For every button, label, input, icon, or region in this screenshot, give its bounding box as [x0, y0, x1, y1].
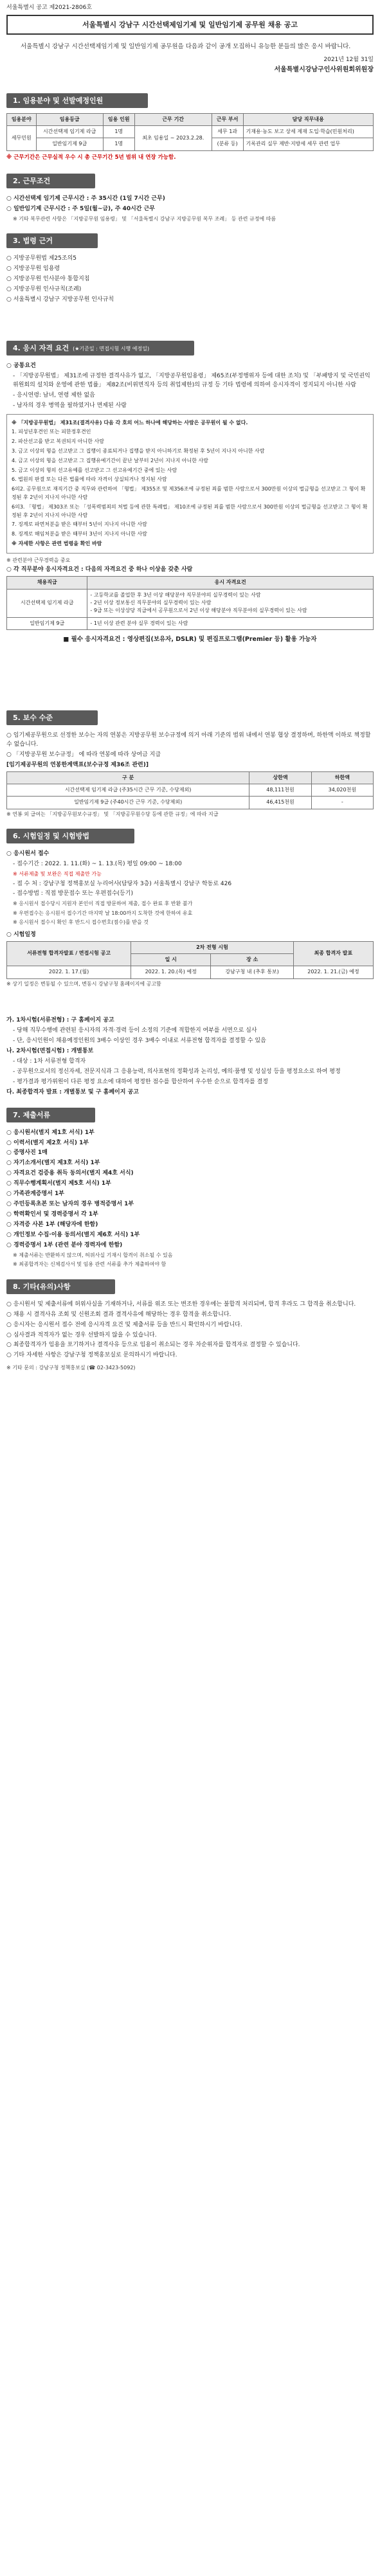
notice-item: ○ 채용 시 결격사유 조회 및 신원조회 결과 결격사유에 해당하는 경우 합격을 취소합니다.: [6, 1311, 231, 1318]
table-header: 근무 부서: [212, 113, 243, 125]
contact-info: ※ 기타 문의 : 강남구청 정책홍보실 (☎ 02-3423-5092): [6, 1365, 136, 1371]
schedule-note: ※ 상기 일정은 변동될 수 있으며, 변동시 강남구청 홈페이지에 공고함: [6, 980, 161, 987]
notice-item: ○ 응시자는 응시원서 접수 전에 응시자격 요건 및 제출서류 등을 반드시 확인하시기 바랍니다.: [6, 1321, 242, 1328]
exam-step-detail: - 단, 응시인원이 채용예정인원의 3배수 이상인 경우 3배수 이내로 서류전형 합격자를 결정할 수 있음: [13, 1037, 266, 1044]
table-header: 임용 인원: [103, 113, 134, 125]
announcement-number: 서울특별시 공고 제2021-2806호: [6, 5, 93, 11]
document-note: ※ 최종합격자는 신체검사서 및 임용 관련 서류를 추가 제출하여야 함: [13, 1261, 167, 1268]
box-footer: ※ 자세한 사항은 관련 법령을 확인 바람: [12, 541, 102, 547]
application-subnote: ※ 응시원서 접수당시 지원자 본인이 직접 방문하여 제출, 접수 완료 후 반환 불가: [13, 901, 193, 907]
section-note: (★기준일 : 면접시험 시행 예정일): [73, 345, 150, 352]
schedule-title: ○ 시험일정: [6, 931, 36, 938]
table-cell: 2022. 1. 21.(금) 예정: [293, 966, 373, 978]
table-header: 하한액: [311, 771, 373, 784]
notice-item: ○ 최종합격자가 임용을 포기하거나 결격사유 등으로 임용이 취소되는 경우 차순위자를 합격자로 결정할 수 있습니다.: [6, 1342, 300, 1349]
document-item: ○ 경력증명서 1부 (관련 분야 경력자에 한함): [6, 1241, 123, 1248]
table-cell: 일반임기제 9급: [7, 617, 87, 629]
document-item: ○ 자격요건 검증용 취득 동의서(별지 제4호 서식): [6, 1170, 134, 1177]
table-header: 최종 합격자 발표: [293, 941, 373, 966]
section-heading-6: 6. 시험일정 및 시험방법: [6, 829, 134, 843]
table-header: 일 시: [131, 953, 211, 966]
document-item: ○ 이력서(별지 제2호 서식) 1부: [6, 1139, 89, 1146]
application-subnote: ※ 우편접수는 응시원서 접수기간 마지막 날 18:00까지 도착한 것에 한하여 유효: [13, 910, 193, 916]
exam-step-detail: - 대상 : 1차 서류전형 합격자: [13, 1058, 86, 1065]
table-cell: 46,415천원: [249, 797, 311, 809]
table-cell: 기록관리 실무 제반·지방세 세무 관련 업무: [243, 138, 374, 150]
table-cell: 34,020천원: [311, 784, 373, 797]
work-hours-full-time: ○ 일반임기제 근무시간 : 주 5일(월~금), 주 40시간 근무: [6, 205, 155, 212]
notice-item: ○ 응시원서 및 제출서류에 허위사실을 기재하거나, 서류를 위조 또는 변조한 경우에는 불합격 처리되며, 합격 후라도 그 합격을 취소합니다.: [6, 1301, 356, 1308]
table-cell: 강남구청 내 (추후 통보): [211, 966, 293, 978]
box-item: 7. 징계로 파면처분을 받은 때부터 5년이 지나지 아니한 사람: [12, 521, 147, 528]
exam-step: 다. 최종합격자 발표 : 개별통보 및 구 홈페이지 공고: [6, 1088, 139, 1095]
table-header: 임용분야: [7, 113, 37, 125]
table-cell: 시간선택제 임기제 라급: [7, 589, 87, 617]
exam-step-detail: - 공무원으로서의 정신자세, 전문지식과 그 응용능력, 의사표현의 정확성과 논리성, 예의·품행 및 성실성 등을 평정요소로 하여 평정: [13, 1068, 341, 1075]
application-note: ※ 서류제출 및 보완은 직접 제출만 가능: [13, 871, 102, 878]
schedule-table: [6, 941, 374, 979]
common-requirements-title: ○ 공통요건: [6, 363, 36, 369]
table-cell: 세무민원: [7, 125, 37, 150]
table-header: 구 분: [7, 771, 249, 784]
table-cell: (분류 등): [212, 138, 243, 150]
document-note: ※ 제출서류는 반환하지 않으며, 허위사실 기재시 합격이 취소될 수 있음: [13, 1252, 173, 1258]
table-row: [7, 784, 374, 797]
notice-item: ○ 기타 자세한 사항은 강남구청 정책홍보실로 문의하시기 바랍니다.: [6, 1352, 177, 1359]
table-cell: 2022. 1. 20.(목) 예정: [131, 966, 211, 978]
box-item: 8. 징계로 해임처분을 받은 때부터 3년이 지나지 아니한 사람: [12, 531, 147, 537]
law-item: ○ 지방공무원 인사규칙(조례): [6, 286, 82, 293]
requirement-item: - 「지방공무원법」 제31조에 규정한 결격사유가 없고, 「지방공무원임용령」 제65조(부정행위자 등에 대한 조치) 및 「부패방지 및 국민권익위원회의 설치와 운영에 관한 법률」 제82조(비위면직자 등의 취업제한)의 규정 등 기타 법령에 의하여 응시자격이 정지되지 아니한 사람: [13, 372, 370, 388]
document-item: ○ 직무수행계획서(별지 제5호 서식) 1부: [6, 1180, 111, 1187]
work-conditions-note: ※ 기타 복무관련 사항은 「지방공무원 임용령」 및 「서울특별시 강남구 지방공무원 복무 조례」 등 관련 규정에 따름: [13, 215, 276, 222]
table-cell: 일반임기제 9급 (주40시간 근무 기준, 수당제외): [7, 797, 249, 809]
section-heading-3: 3. 법령 근거: [6, 233, 98, 248]
document-item: ○ 주민등록초본 또는 남자의 경우 병적증명서 1부: [6, 1201, 134, 1208]
exam-step-detail: - 당해 직무수행에 관련된 응시자의 자격·경력 등이 소정의 기준에 적합한지 여부를 서면으로 심사: [13, 1027, 257, 1034]
application-subnote: ※ 응시원서 접수시 확인 후 반드시 접수번호(점수)를 받을 것: [13, 919, 149, 926]
salary-table: [6, 771, 374, 809]
table-cell: - 고등학교를 졸업한 후 3년 이상 해당분야 직무분야의 실무경력이 있는 사람 - 2년 이상 정보통신 직무분야의 실무경력이 있는 사람 - 9급 또는 이상상당 직급에서 공무원으로서 2년 이상 해당분야 직무분야의 실무경력이 있는 사람: [87, 589, 374, 617]
work-hours-part-time: ○ 시간선택제 임기제 근무시간 : 주 35시간 (1일 7시간 근무): [6, 195, 165, 202]
table-cell: 48,111천원: [249, 784, 311, 797]
document-item: ○ 자기소개서(별지 제3호 서식) 1부: [6, 1160, 100, 1167]
application-title: ○ 응시원서 접수: [6, 851, 50, 858]
table-cell: 1명: [103, 125, 134, 138]
disqualification-box: [6, 414, 374, 554]
exam-step: 가. 1차시험(서류전형) : 구 홈페이지 공고: [6, 1017, 114, 1024]
table-row: [7, 797, 374, 809]
box-item: 3. 금고 이상의 형을 선고받고 그 집행이 종료되거나 집행을 받지 아니하기로 확정된 후 5년이 지나지 아니한 사람: [12, 448, 265, 455]
document-item: ○ 자격증 사본 1부 (해당자에 한함): [6, 1221, 98, 1229]
section-heading-8: 8. 기타(유의)사항: [6, 1279, 115, 1294]
requirement-item: - 남자의 경우 병역을 필하였거나 면제된 사람: [13, 402, 127, 409]
application-method: - 접수방법 : 직접 방문접수 또는 우편접수(등기): [13, 890, 133, 897]
table-header: 담당 직무내용: [243, 113, 374, 125]
positions-table: [6, 113, 374, 151]
table-cell: - 1년 이상 관련 분야 실무 경력이 있는 사람: [87, 617, 374, 629]
box-title: ※ 「지방공무원법」 제31조(결격사유) 다음 각 호의 어느 하나에 해당하는 사람은 공무원이 될 수 없다.: [12, 419, 248, 426]
preferred-qualification: ■ 필수 응시자격요건 : 영상편집(보유자, DSLR) 및 편집프로그램(Premier 등) 활용 가능자: [63, 636, 317, 644]
section-heading-1: 1. 임용분야 및 선발예정인원: [6, 93, 148, 108]
career-note: ※ 관련분야 근무경력을 중요: [6, 557, 71, 563]
exam-step: 나. 2차시험(면접시험) : 개별통보: [6, 1047, 94, 1054]
section-heading-2: 2. 근무조건: [6, 174, 95, 188]
section-title: 4. 응시 자격 요건: [13, 343, 69, 352]
table-header: 서류전형 합격자발표 / 면접시험 공고: [7, 941, 131, 966]
box-item: 5. 금고 이상의 형의 선고유예를 선고받고 그 선고유예기간 중에 있는 사람: [12, 467, 177, 473]
table-cell: 기재용·농도 보고 상세 제재 도입·학습(민원처리): [243, 125, 374, 138]
box-item: 6의2. 공무원으로 재직기간 중 직무와 관련하여 「형법」 제355조 및 제356조에 규정된 죄를 범한 사람으로서 300만원 이상의 벌금형을 선고받고 그 형이 확정된 후 2년이 지나지 아니한 사람: [12, 486, 366, 501]
document-item: ○ 개인정보 수집·이용 동의서(별지 제6호 서식) 1부: [6, 1231, 140, 1238]
box-item: 6의3. 「형법」 제303조 또는 「성폭력범죄의 처벌 등에 관한 특례법」 제10조에 규정된 죄를 범한 사람으로서 300만원 이상의 벌금형을 선고받고 그 형이 확정된 후 2년이 지나지 아니한 사람: [12, 503, 368, 518]
box-item: 2. 파산선고를 받고 복권되지 아니한 사람: [12, 438, 104, 445]
salary-text: ○ 임기제공무원으로 선정한 보수는 자의 연봉은 지방공무원 보수규정에 의거 아래 기준의 범위 내에서 연봉 협상 결정하며, 하한액 이하로 책정할 수 없습니다.: [6, 732, 371, 748]
table-cell: 일반임기제 9급: [36, 138, 103, 150]
salary-note: ※ 연봉 외 급여는 「지방공무원보수규정」 및 「지방공무원수당 등에 관한 규정」에 따라 지급: [6, 811, 219, 817]
period-note: ※ 근무기간은 근무실적 우수 시 총 근무기간 5년 범위 내 연장 가능함.: [6, 154, 176, 161]
law-item: ○ 지방공무원 인사분야 통합지침: [6, 276, 90, 283]
law-item: ○ 지방공무원법 제25조의5: [6, 255, 77, 262]
requirements-table: [6, 576, 374, 630]
notice-item: ○ 심사결과 적격자가 없는 경우 선발하지 않을 수 있습니다.: [6, 1331, 157, 1338]
document-item: ○ 학력확인서 및 경력증명서 각 1부: [6, 1211, 98, 1218]
exam-step-detail: - 평가결과 평가위원이 다른 평정 요소에 대하여 평정한 점수를 합산하여 우수한 순으로 합격자를 결정: [13, 1078, 268, 1085]
law-item: ○ 지방공무원 임용령: [6, 266, 60, 273]
law-item: ○ 서울특별시 강남구 지방공무원 인사규칙: [6, 296, 114, 303]
application-period: - 접수기간 : 2022. 1. 11.(화) ~ 1. 13.(목) 평일 09:00 ~ 18:00: [13, 861, 182, 868]
table-header: 채용직급: [7, 577, 87, 589]
salary-text: ○ 「지방공무원 보수규정」 에 따라 연봉에 따라 상여금 지급: [6, 751, 161, 758]
document-item: ○ 증명사진 1매: [6, 1149, 48, 1157]
box-item: 4. 금고 이상의 형을 선고받고 그 집행유예기간이 끝난 날부터 2년이 지나지 아니한 사람: [12, 457, 208, 464]
table-header: 상한액: [249, 771, 311, 784]
table-cell: 시간선택제 임기제 라급: [36, 125, 103, 138]
document-item: ○ 응시원서(별지 제1호 서식) 1부: [6, 1129, 95, 1136]
table-cell: 2022. 1. 17.(월): [7, 966, 131, 978]
requirement-item: - 응시연령: 남녀, 연령 제한 없음: [13, 392, 95, 399]
table-cell: -: [311, 797, 373, 809]
section-heading-5: 5. 보수 수준: [6, 710, 98, 725]
table-row: [7, 589, 374, 617]
issuing-organization: 서울특별시강남구인사위원회위원장: [274, 66, 374, 74]
table-header: 근무 기간: [134, 113, 212, 125]
announcement-title: 서울특별시 강남구 시간선택제임기제 및 일반임기제 공무원 채용 공고: [6, 15, 374, 35]
box-item: 6. 법원의 판결 또는 다른 법률에 따라 자격이 상실되거나 정지된 사람: [12, 476, 167, 483]
box-item: 1. 피성년후견인 또는 피한정후견인: [12, 429, 91, 435]
table-cell: 시간선택제 임기제 라급 (주35시간 근무 기준, 수당제외): [7, 784, 249, 797]
application-place: - 접 수 처 : 강남구청 정책홍보실 누리어사(담당자 3층) 서울특별시 강남구 학동로 426: [13, 880, 232, 887]
table-row: [7, 966, 374, 978]
table-header: 임용등급: [36, 113, 103, 125]
section-heading-7: 7. 제출서류: [6, 1108, 95, 1122]
table-header: 장 소: [211, 953, 293, 966]
table-cell: 최초 임용일 ~ 2023.2.28.: [134, 125, 212, 150]
announcement-date: 2021년 12월 31일: [323, 57, 374, 64]
table-header: 응시 자격요건: [87, 577, 374, 589]
specific-requirements-title: ○ 각 직무분야 응시자격요건 : 다음의 자격요건 중 하나 이상을 갖춘 사람: [6, 566, 193, 573]
table-cell: 1명: [103, 138, 134, 150]
table-header: 2차 전형 시험: [131, 941, 294, 953]
salary-table-title: [임기제공무원의 연봉한계액표(보수규정 제36조 관련)]: [6, 761, 149, 768]
table-row: [7, 125, 374, 138]
intro-paragraph: 서울특별시 강남구 시간선택제임기제 및 일반임기제 공무원을 다음과 같이 공개 모집하니 유능한 분들의 많은 응시 바랍니다.: [21, 42, 351, 50]
document-item: ○ 가족관계증명서 1부: [6, 1191, 64, 1198]
table-cell: 세무 1과: [212, 125, 243, 138]
table-row: [7, 617, 374, 629]
section-heading-4: [6, 341, 194, 356]
